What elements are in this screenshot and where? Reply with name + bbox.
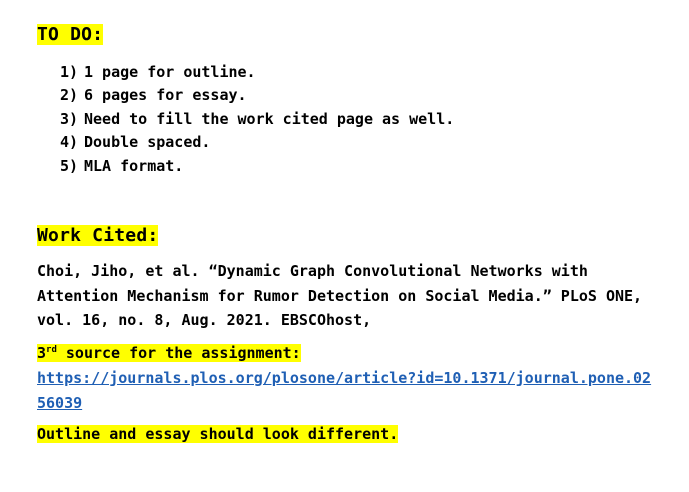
list-item	[60, 108, 454, 131]
list-item	[60, 155, 454, 178]
third-source-label-highlight	[37, 344, 301, 362]
list-item-number: 3)	[60, 109, 79, 128]
list-item-number: 4)	[60, 133, 79, 152]
closing-note	[37, 423, 398, 445]
third-source-link[interactable]: https://journals.plos.org/plosone/article?id=10.1371/journal.pone.0256039	[37, 369, 652, 412]
list-item-number: 1)	[60, 63, 79, 81]
work-cited-heading	[37, 225, 158, 247]
todo-heading-text: TO DO:	[37, 24, 104, 45]
third-source-ordinal-suffix: rd	[46, 345, 57, 355]
list-item-text: 1 page for outline.	[84, 63, 256, 81]
todo-list	[60, 61, 454, 178]
work-cited-heading-text: Work Cited:	[37, 225, 159, 246]
third-source-label-text: source for the assignment:	[56, 344, 301, 362]
list-item	[60, 61, 454, 84]
closing-note-text: Outline and essay should look different.	[37, 425, 399, 443]
list-item-text: MLA format.	[84, 156, 184, 175]
list-item	[60, 84, 454, 107]
third-source-ordinal: 3	[37, 344, 47, 362]
list-item-text: 6 pages for essay.	[84, 86, 247, 105]
citation-text: Choi, Jiho, et al. “Dynamic Graph Convolutional Networks with Attention Mechanism for Rumor Detection on Social Media.” PLoS ONE, vol. 16, no. 8, Aug. 2021. EBSCOhost,	[37, 262, 643, 329]
list-item-text: Need to fill the work cited page as well.	[84, 109, 455, 128]
list-item	[60, 131, 454, 154]
list-item-text: Double spaced.	[84, 133, 211, 152]
list-item-number: 2)	[60, 86, 79, 105]
third-source-label	[37, 342, 301, 364]
todo-heading	[37, 24, 103, 46]
list-item-number: 5)	[60, 156, 79, 175]
